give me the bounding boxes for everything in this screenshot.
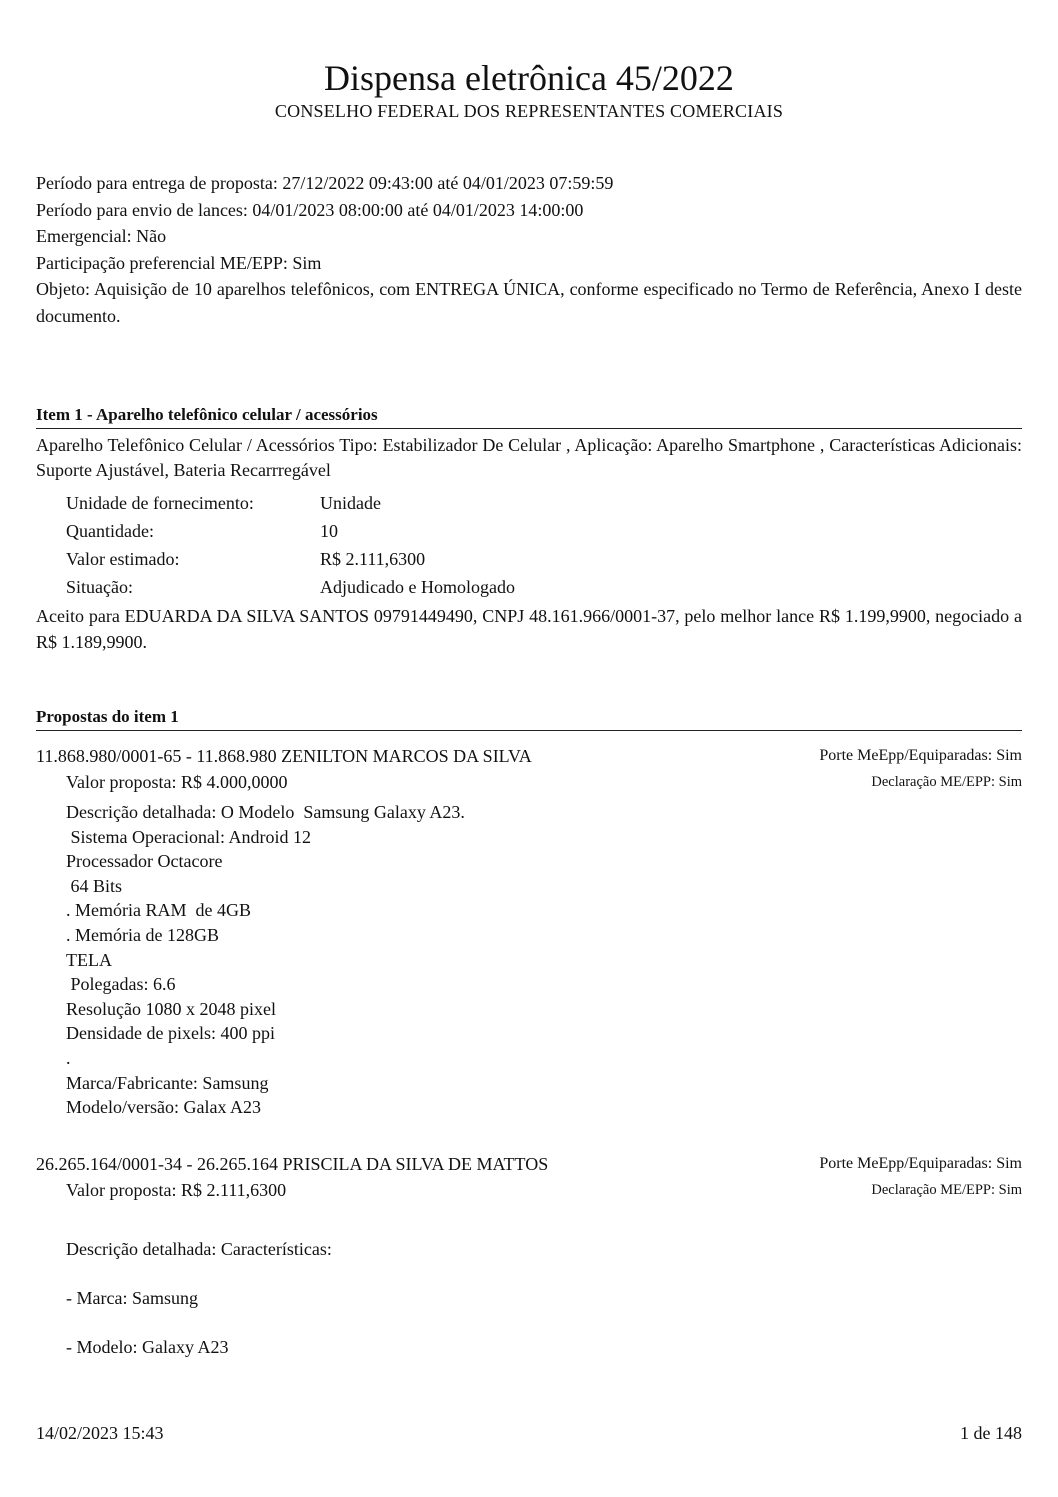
item-description: Aparelho Telefônico Celular / Acessórios Tipo: Estabilizador De Celular , Aplicação: Aparelho Smartphone , Características Adicionais: Suporte Ajustável, Bateria Recarrregável xyxy=(36,435,1022,480)
print-datetime: 14/02/2023 15:43 xyxy=(36,1423,164,1443)
proposal-porte: Porte MeEpp/Equiparadas: Sim xyxy=(819,1154,1022,1172)
page-number: 1 de 148 xyxy=(960,1423,1022,1443)
description-line: Descrição detalhada: O Modelo Samsung Galaxy A23. xyxy=(66,802,465,822)
description-line: Descrição detalhada: Características: xyxy=(66,1238,332,1259)
description-line: Resolução 1080 x 2048 pixel xyxy=(66,998,276,1019)
proposal-description xyxy=(66,1225,1022,1372)
proposal-description xyxy=(66,800,1022,1120)
preferential-participation: Participação preferencial ME/EPP: Sim xyxy=(36,252,322,273)
detail-value: 10 xyxy=(320,521,338,541)
description-line: . Memória de 128GB xyxy=(66,924,219,945)
procurement-object: Objeto: Aquisição de 10 aparelhos telefônicos, com ENTREGA ÚNICA, conforme especificado no Termo de Referência, Anexo I deste documento. xyxy=(36,279,1022,326)
proposal-value: Valor proposta: R$ 4.000,0000 xyxy=(66,772,288,792)
emergency-flag: Emergencial: Não xyxy=(36,226,167,246)
acceptance-note: Aceito para EDUARDA DA SILVA SANTOS 09791449490, CNPJ 48.161.966/0001-37, pelo melhor lance R$ 1.199,9900, negociado a R$ 1.189,9900. xyxy=(36,606,1022,652)
procurement-info xyxy=(36,170,1022,329)
proposal-porte: Porte MeEpp/Equiparadas: Sim xyxy=(819,747,1022,764)
detail-label: Quantidade: xyxy=(66,521,154,541)
item-details xyxy=(66,489,1022,601)
description-line: . Memória RAM de 4GB xyxy=(66,900,251,921)
proposals-section-title: Propostas do item 1 xyxy=(36,707,1022,731)
description-line: Marca/Fabricante: Samsung xyxy=(66,1072,269,1093)
document-title: Dispensa eletrônica 45/2022 xyxy=(324,58,734,98)
detail-row xyxy=(66,545,1022,573)
proposal-supplier: 11.868.980/0001-65 - 11.868.980 ZENILTON MARCOS DA SILVA xyxy=(36,746,532,766)
description-line: 64 Bits xyxy=(66,875,123,896)
proposal-entry xyxy=(36,743,1022,1120)
detail-row xyxy=(66,573,1022,601)
detail-value: Unidade xyxy=(320,493,381,513)
description-line: Modelo/versão: Galax A23 xyxy=(66,1097,261,1118)
proposal-entry xyxy=(36,1151,1022,1372)
page-footer xyxy=(36,1423,1022,1444)
description-line: Densidade de pixels: 400 ppi xyxy=(66,1023,275,1044)
document-header xyxy=(36,58,1022,122)
bidding-period: Período para envio de lances: 04/01/2023 08:00:00 até 04/01/2023 14:00:00 xyxy=(36,199,584,220)
description-line: Processador Octacore xyxy=(66,851,223,872)
detail-label: Unidade de fornecimento: xyxy=(66,493,254,513)
item-section-title: Item 1 - Aparelho telefônico celular / acessórios xyxy=(36,405,1022,429)
description-line: - Modelo: Galaxy A23 xyxy=(66,1336,229,1357)
document-page xyxy=(36,0,1022,1372)
description-line: - Marca: Samsung xyxy=(66,1287,198,1308)
detail-row xyxy=(66,517,1022,545)
description-line: TELA xyxy=(66,949,112,970)
proposal-declaration: Declaração ME/EPP: Sim xyxy=(871,774,1022,790)
description-line: . xyxy=(66,1047,71,1068)
detail-row xyxy=(66,489,1022,517)
detail-label: Situação: xyxy=(66,577,133,597)
proposal-value: Valor proposta: R$ 2.111,6300 xyxy=(66,1179,287,1200)
description-line: Polegadas: 6.6 xyxy=(66,974,176,995)
detail-value: R$ 2.111,6300 xyxy=(320,549,426,569)
organization-name: CONSELHO FEDERAL DOS REPRESENTANTES COMERCIAIS xyxy=(274,101,784,121)
detail-value: Adjudicado e Homologado xyxy=(320,577,515,597)
proposal-declaration: Declaração ME/EPP: Sim xyxy=(871,1181,1022,1198)
description-line: Sistema Operacional: Android 12 xyxy=(66,826,311,847)
proposal-period: Período para entrega de proposta: 27/12/2022 09:43:00 até 04/01/2023 07:59:59 xyxy=(36,173,614,193)
proposal-supplier: 26.265.164/0001-34 - 26.265.164 PRISCILA DA SILVA DE MATTOS xyxy=(36,1153,549,1174)
detail-label: Valor estimado: xyxy=(66,549,180,569)
